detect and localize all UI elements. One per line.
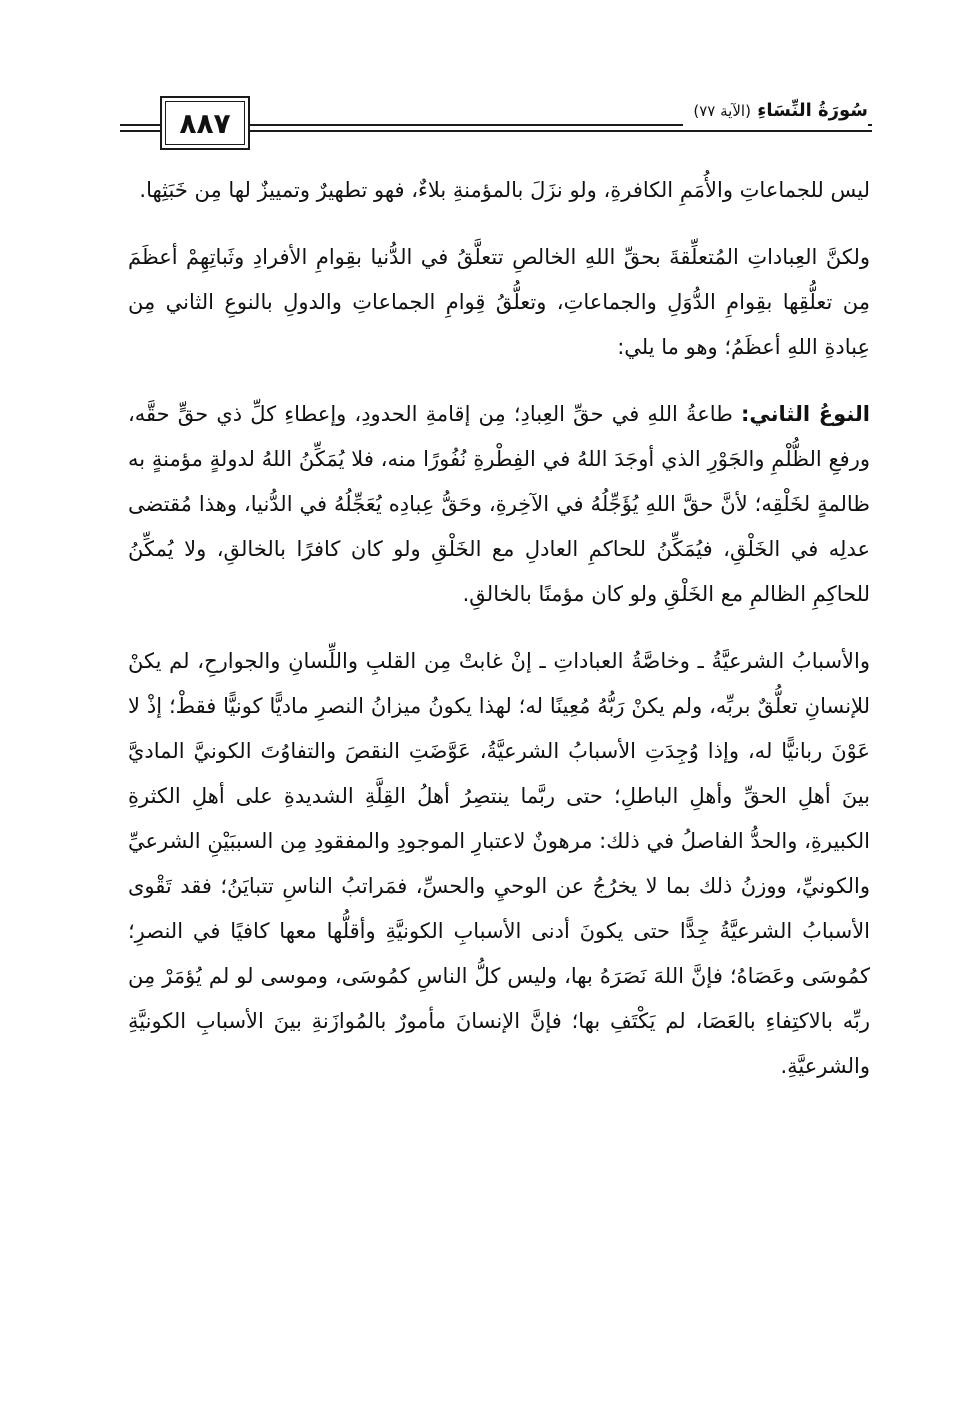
section-heading: النوعُ الثاني: — [740, 402, 870, 426]
running-header — [683, 96, 868, 126]
paragraph-text: ولكنَّ العِباداتِ المُتعلِّقةَ بحقِّ اللهِ الخالصِ تتعلَّقُ في الدُّنيا بقِوامِ الأفرادِ وثَباتِهِمْ أعظَمَ مِن تعلُّقِها بقِوامِ الدُّوَلِ والجماعاتِ، وتعلُّقُ قِوامِ الجماعاتِ والدولِ بالنوعِ الثاني مِن عِبادةِ اللهِ أعظَمُ؛ وهو ما يلي: — [128, 245, 870, 359]
paragraph — [128, 168, 870, 213]
page-body — [128, 168, 870, 1111]
page-number: ٨٨٧ — [165, 101, 245, 145]
page-number-box — [160, 96, 250, 150]
surah-title: سُورَةُ النِّسَاءِ — [757, 100, 868, 121]
paragraph — [128, 392, 870, 617]
paragraph — [128, 639, 870, 1089]
paragraph — [128, 235, 870, 370]
paragraph-text: طاعةُ اللهِ في حقِّ العِبادِ؛ مِن إقامةِ الحدودِ، وإعطاءِ كلِّ ذي حقٍّ حقَّه، ورفعِ الظُّلْمِ والجَوْرِ الذي أوجَدَ اللهُ في الفِطْرةِ نُفُورًا منه، فلا يُمَكِّنُ اللهُ لدولةٍ مؤمنةٍ به ظالمةٍ لخَلْقِه؛ لأنَّ حقَّ اللهِ يُؤَجِّلُهُ في الآخِرةِ، وحَقُّ عِبادِه يُعَجِّلُهُ في الدُّنيا، وهذا مُقتضى عدلِه في الخَلْقِ، فيُمَكِّنُ للحاكمِ العادلِ مع الخَلْقِ ولو كان كافرًا بالخالقِ، ولا يُمكِّنُ للحاكِمِ الظالمِ مع الخَلْقِ ولو كان مؤمنًا بالخالقِ. — [128, 402, 870, 606]
paragraph-text: والأسبابُ الشرعيَّةُ ـ وخاصَّةُ العباداتِ ـ إنْ غابتْ مِن القلبِ واللِّسانِ والجوارحِ، لم يكنْ للإنسانِ تعلُّقٌ بربِّه، ولم يكنْ رَبُّهُ مُعِينًا له؛ لهذا يكونُ ميزانُ النصرِ ماديًّا كونيًّا فقطْ؛ إذْ لا عَوْنَ ربانيًّا له، وإذا وُجِدَتِ الأسبابُ الشرعيَّةُ، عَوَّضَتِ النقصَ والتفاوُتَ الكونيَّ الماديَّ بينَ أهلِ الحقِّ وأهلِ الباطلِ؛ حتى ربَّما ينتصِرُ أهلُ القِلَّةِ الشديدةِ على أهلِ الكثرةِ الكبيرةِ، والحدُّ الفاصلُ في ذلك: مرهونٌ لاعتبارِ الموجودِ والمفقودِ مِن السببَيْنِ الشرعيِّ والكونيِّ، ووزنُ ذلك بما لا يخرُجُ عن الوحيِ والحسِّ، فمَراتبُ الناسِ تتبايَنُ؛ فقد تَقْوى الأسبابُ الشرعيَّةُ جِدًّا حتى يكونَ أدنى الأسبابِ الكونيَّةِ وأقلُّها معها كافيًا في النصرِ؛ كمُوسَى وعَصَاهُ؛ فإنَّ اللهَ نَصَرَهُ بها، وليس كلُّ الناسِ كمُوسَى، وموسى لو لم يُؤمَرْ مِن ربِّه بالاكتِفاءِ بالعَصَا، لم يَكْتَفِ بها؛ فإنَّ الإنسانَ مأمورٌ بالمُوازَنةِ بينَ الأسبابِ الكونيَّةِ والشرعيَّةِ. — [128, 649, 870, 1078]
paragraph-text: ليس للجماعاتِ والأُمَمِ الكافرةِ، ولو نزَلَ بالمؤمنةِ بلاءٌ، فهو تطهيرٌ وتمييزٌ لها مِن خَبَثِها. — [139, 178, 870, 202]
ayah-reference: (الآية ٧٧) — [693, 102, 751, 120]
